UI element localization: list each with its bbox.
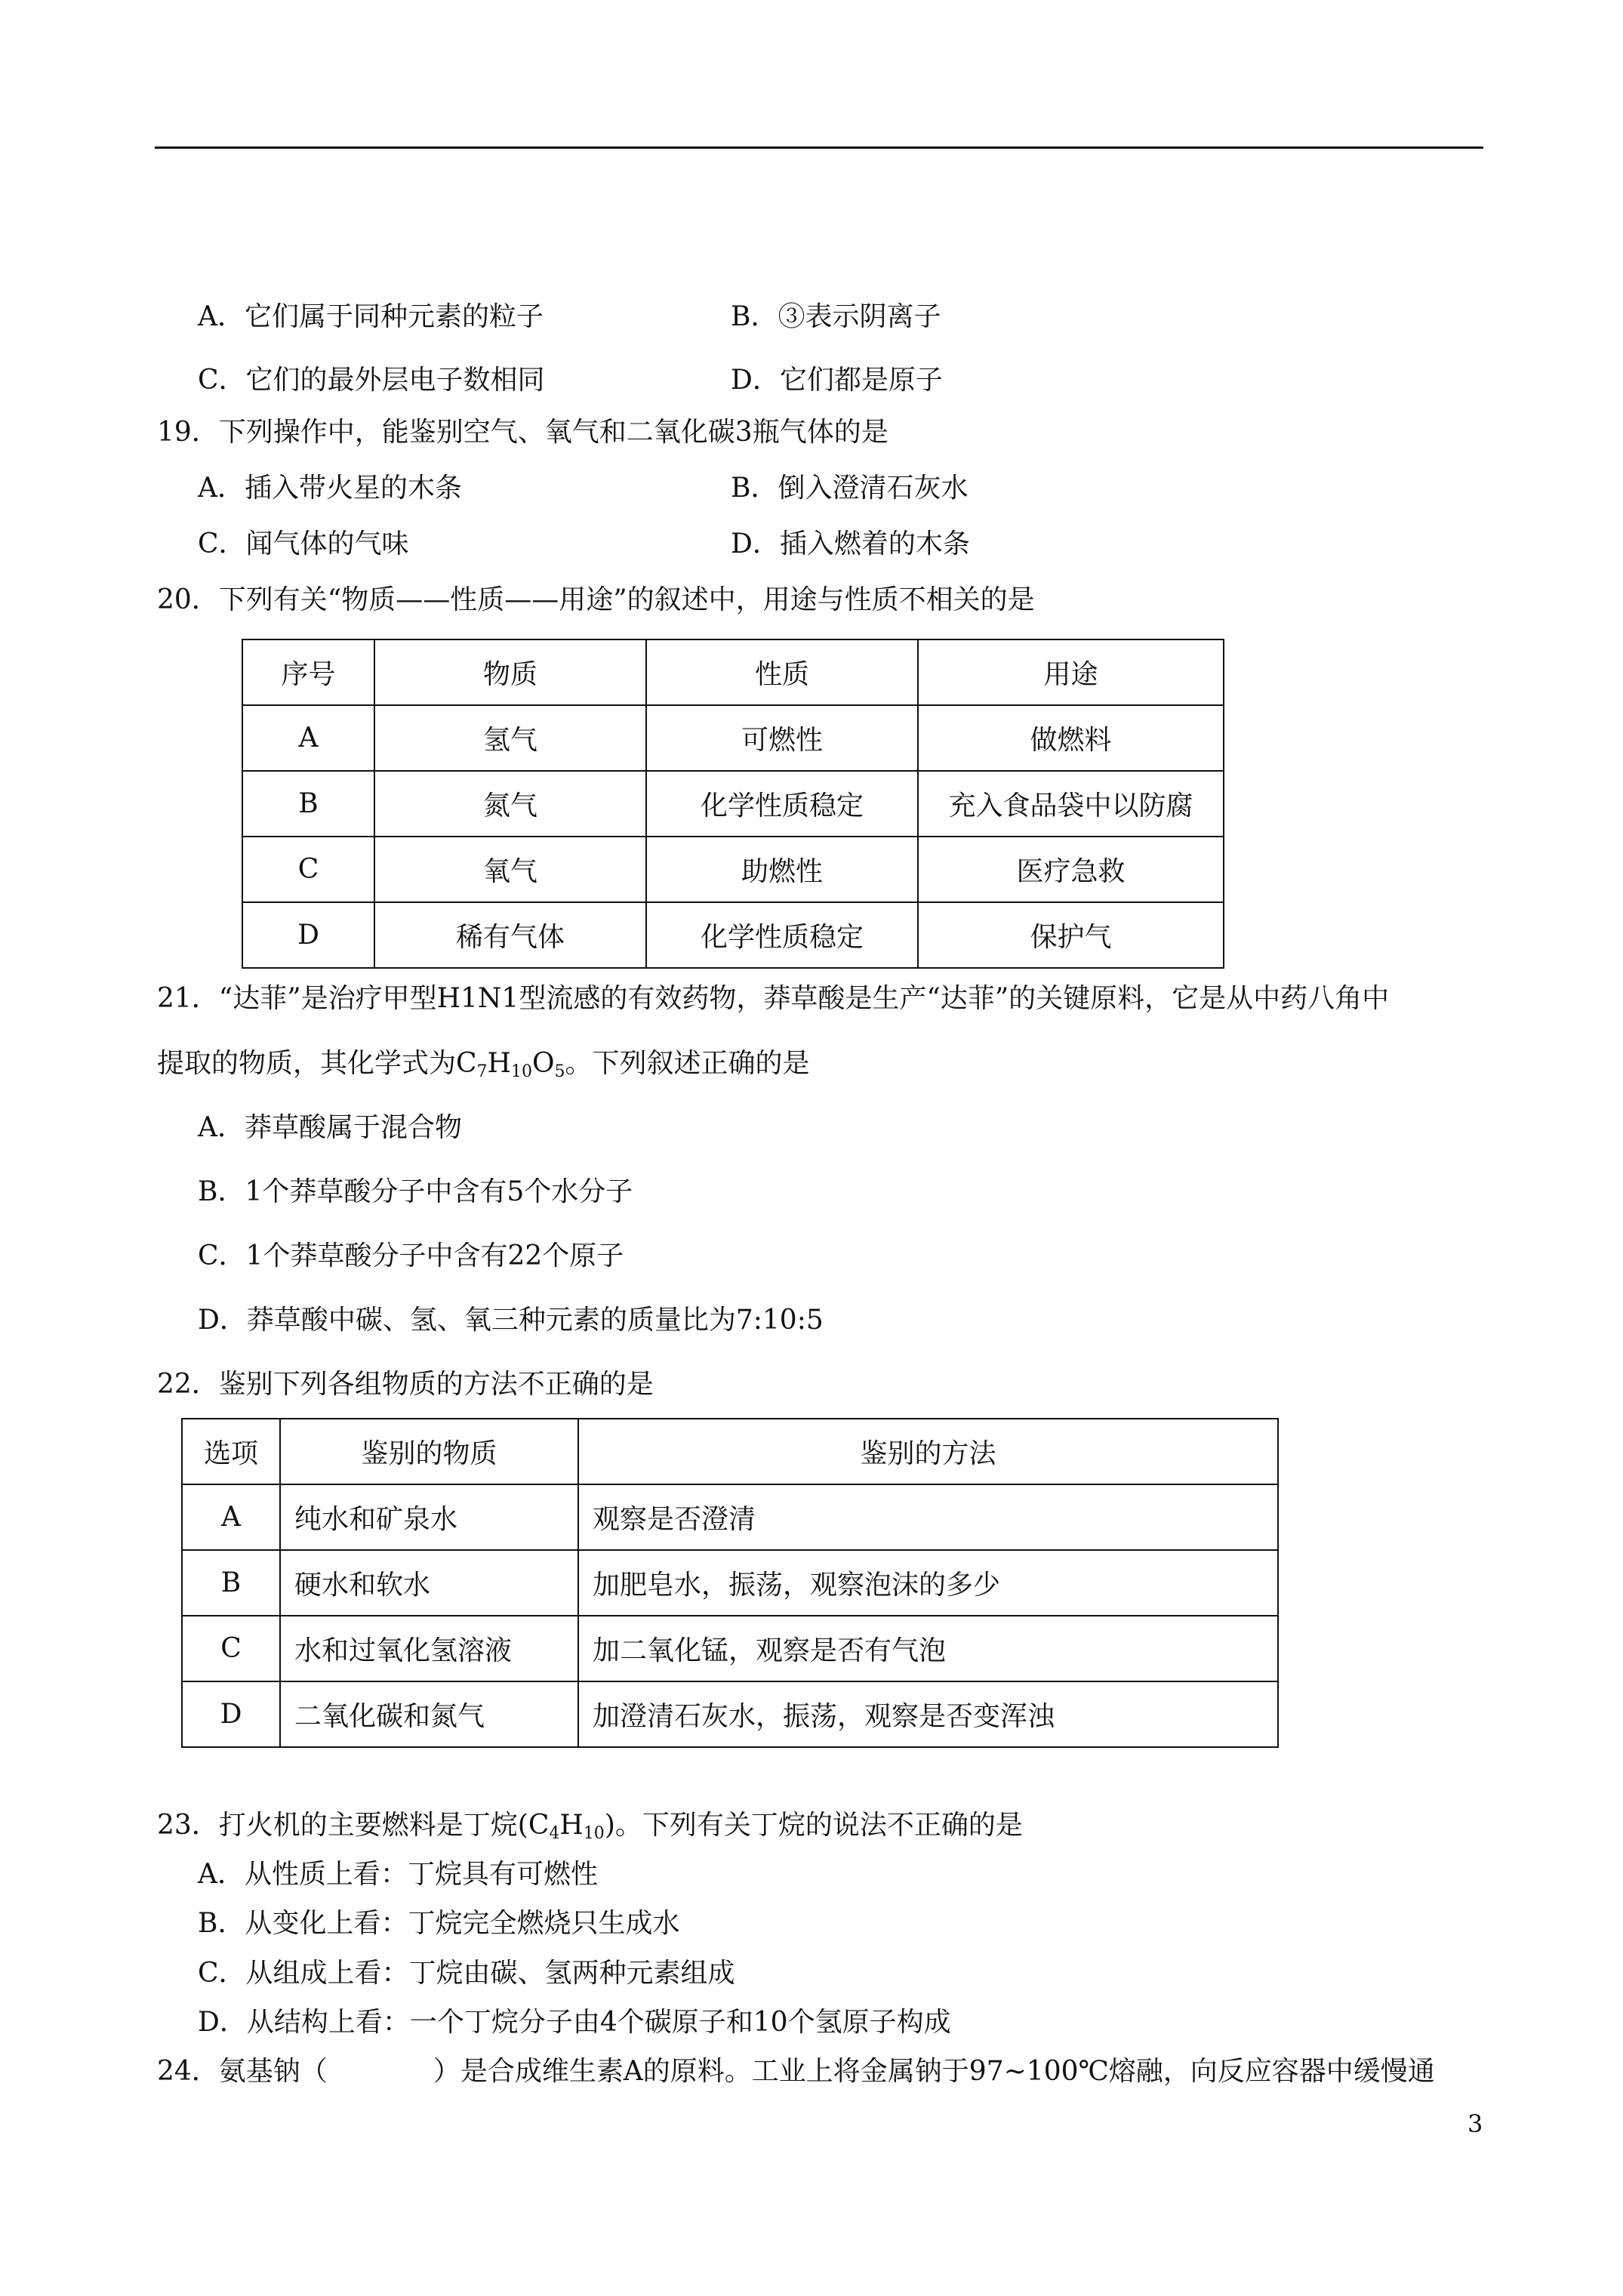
q18-option-d: D．它们都是原子 — [731, 365, 943, 396]
table-cell: 化学性质稳定 — [646, 902, 918, 968]
q23-option-d: D．从结构上看：一个丁烷分子由4个碳原子和10个氢原子构成 — [198, 2007, 951, 2038]
table-cell: 医疗急救 — [918, 837, 1224, 902]
q18-option-b: B．③表示阴离子 — [731, 301, 941, 332]
table-header-cell: 用途 — [918, 639, 1224, 705]
table-cell: 可燃性 — [646, 705, 918, 771]
table-cell: 硬水和软水 — [280, 1550, 578, 1616]
header-rule — [155, 146, 1483, 149]
table-header-cell: 性质 — [646, 639, 918, 705]
q20-stem: 20．下列有关“物质——性质——用途”的叙述中，用途与性质不相关的是 — [157, 584, 1035, 615]
table-cell: C — [182, 1616, 280, 1681]
table-cell: 加二氧化锰，观察是否有气泡 — [578, 1616, 1278, 1681]
q21-option-c: C．1个莽草酸分子中含有22个原子 — [198, 1240, 624, 1271]
table-row — [242, 902, 1224, 968]
table-cell: D — [242, 902, 374, 968]
table-row — [242, 771, 1224, 837]
table-cell: A — [242, 705, 374, 771]
table-cell: 保护气 — [918, 902, 1224, 968]
table-cell: 加澄清石灰水，振荡，观察是否变浑浊 — [578, 1681, 1278, 1747]
q19-stem: 19．下列操作中，能鉴别空气、氧气和二氧化碳3瓶气体的是 — [157, 417, 888, 448]
q21-stem-line1: 21．“达菲”是治疗甲型H1N1型流感的有效药物，莽草酸是生产“达菲”的关键原料，它是从中药八角中 — [157, 983, 1390, 1014]
q23-stem: 23．打火机的主要燃料是丁烷$(C_4H_{10})$。下列有关丁烷的说法不正确的是 — [157, 1810, 1023, 1843]
table-cell: B — [242, 771, 374, 837]
table-header-cell: 物质 — [374, 639, 646, 705]
q22-stem: 22．鉴别下列各组物质的方法不正确的是 — [157, 1369, 654, 1400]
table-cell: 水和过氧化氢溶液 — [280, 1616, 578, 1681]
table-cell: 观察是否澄清 — [578, 1484, 1278, 1550]
table-cell: 纯水和矿泉水 — [280, 1484, 578, 1550]
table-cell: 稀有气体 — [374, 902, 646, 968]
table-cell: 氧气 — [374, 837, 646, 902]
table-row — [182, 1616, 1278, 1681]
table-cell: C — [242, 837, 374, 902]
q19-option-b: B．倒入澄清石灰水 — [731, 473, 969, 504]
table-row — [242, 705, 1224, 771]
q21-option-d: D．莽草酸中碳、氢、氧三种元素的质量比为7:10:5 — [198, 1305, 824, 1336]
table-cell: A — [182, 1484, 280, 1550]
page-number: 3 — [1467, 2110, 1483, 2138]
q18-option-c: C．它们的最外层电子数相同 — [198, 365, 545, 396]
table-row — [182, 1681, 1278, 1747]
table-header-row — [242, 639, 1224, 705]
q21-stem-line2: 提取的物质，其化学式为$C_7H_{10}O_5$。下列叙述正确的是 — [157, 1048, 810, 1081]
q20-table — [242, 639, 1224, 969]
q23-option-b: B．从变化上看：丁烷完全燃烧只生成水 — [198, 1908, 680, 1939]
q21-option-b: B．1个莽草酸分子中含有5个水分子 — [198, 1176, 633, 1207]
table-header-cell: 选项 — [182, 1419, 280, 1484]
table-cell: 助燃性 — [646, 837, 918, 902]
q19-option-d: D．插入燃着的木条 — [731, 529, 970, 559]
q24-stem: 24．氨基钠（ ）是合成维生素A的原料。工业上将金属钠于97~100℃熔融，向反应容器中缓慢通 — [157, 2056, 1435, 2087]
table-cell: 充入食品袋中以防腐 — [918, 771, 1224, 837]
q23-option-a: A．从性质上看：丁烷具有可燃性 — [198, 1859, 598, 1890]
q22-table — [181, 1418, 1279, 1748]
table-header-cell: 鉴别的方法 — [578, 1419, 1278, 1484]
q18-option-a: A．它们属于同种元素的粒子 — [198, 301, 544, 332]
table-cell: D — [182, 1681, 280, 1747]
table-cell: 氮气 — [374, 771, 646, 837]
table-cell: 化学性质稳定 — [646, 771, 918, 837]
table-row — [242, 837, 1224, 902]
table-cell: 做燃料 — [918, 705, 1224, 771]
table-cell: 氢气 — [374, 705, 646, 771]
table-header-row — [182, 1419, 1278, 1484]
q19-option-c: C．闻气体的气味 — [198, 529, 409, 559]
table-cell: B — [182, 1550, 280, 1616]
table-cell: 加肥皂水，振荡，观察泡沫的多少 — [578, 1550, 1278, 1616]
table-row — [182, 1550, 1278, 1616]
table-header-cell: 序号 — [242, 639, 374, 705]
q23-option-c: C．从组成上看：丁烷由碳、氢两种元素组成 — [198, 1958, 735, 1989]
q19-option-a: A．插入带火星的木条 — [198, 473, 462, 504]
table-row — [182, 1484, 1278, 1550]
table-cell: 二氧化碳和氮气 — [280, 1681, 578, 1747]
q21-option-a: A．莽草酸属于混合物 — [198, 1112, 462, 1143]
table-header-cell: 鉴别的物质 — [280, 1419, 578, 1484]
